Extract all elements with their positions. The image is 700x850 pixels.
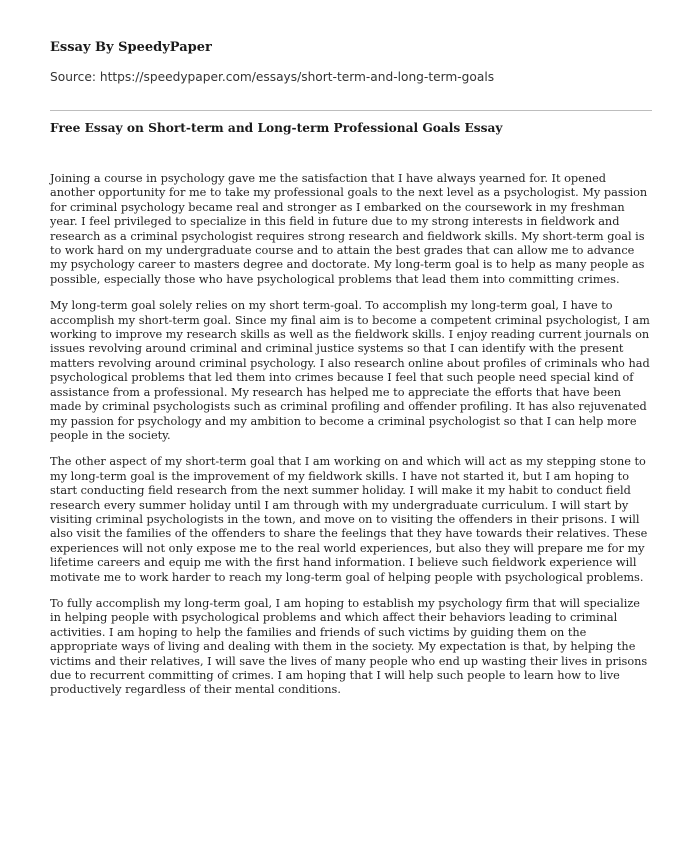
header-divider <box>50 110 652 111</box>
essay-paragraph: The other aspect of my short-term goal that I am working on and which will act as my stepping stone to my long-term goal is the improvement of my fieldwork skills. I have not started it, but I am hoping to start conducting field research from the next summer holiday. I will make it my habit to conduct field research every summer holiday until I am through with my undergraduate curriculum. I will start by visiting criminal psychologists in the town, and move on to visiting the offenders in their prisons. I will also visit the families of the offenders to share the feelings that they have towards their relatives. These experiences will not only expose me to the real world experiences, but also they will prepare me for my lifetime careers and equip me with the first hand information. I believe such fieldwork experience will motivate me to work harder to reach my long-term goal of helping people with psychological problems. <box>50 455 648 584</box>
essay-body <box>50 172 650 710</box>
source-line: Source: https://speedypaper.com/essays/short-term-and-long-term-goals <box>50 70 495 84</box>
essay-title: Free Essay on Short-term and Long-term Professional Goals Essay <box>50 121 503 135</box>
essay-paragraph: Joining a course in psychology gave me the satisfaction that I have always yearned for. It opened another opportunity for me to take my professional goals to the next level as a psychologist. My passion for criminal psychology became real and stronger as I embarked on the coursework in my freshman year. I feel privileged to specialize in this field in future due to my strong interests in fieldwork and research as a criminal psychologist requires strong research and fieldwork skills. My short-term goal is to work hard on my undergraduate course and to attain the best grades that can allow me to advance my psychology career to masters degree and doctorate. My long-term goal is to help as many people as possible, especially those who have psychological problems that lead them into committing crimes. <box>50 172 648 286</box>
essay-paragraph: To fully accomplish my long-term goal, I am hoping to establish my psychology firm that will specialize in helping people with psychological problems and which affect their behaviors leading to criminal activities. I am hoping to help the families and friends of such victims by guiding them on the appropriate ways of living and dealing with them in the society. My expectation is that, by helping the victims and their relatives, I will save the lives of many people who end up wasting their lives in prisons due to recurrent committing of crimes. I am hoping that I will help such people to learn how to live productively regardless of their mental conditions. <box>50 596 648 697</box>
essay-paragraph: My long-term goal solely relies on my short term-goal. To accomplish my long-term goal, I have to accomplish my short-term goal. Since my final aim is to become a competent criminal psychologist, I am working to improve my research skills as well as the fieldwork skills. I enjoy reading current journals on issues revolving around criminal and criminal justice systems so that I can identify with the present matters revolving around criminal psychology. I also research online about profiles of criminals who had psychological problems that led them into crimes because I feel that such people need special kind of assistance from a professional. My research has helped me to appreciate the efforts that have been made by criminal psychologists such as criminal profiling and offender profiling. It has also rejuvenated my passion for psychology and my ambition to become a criminal psychologist so that I can help more people in the society. <box>50 299 650 442</box>
document-header <box>50 40 650 85</box>
site-title: Essay By SpeedyPaper <box>50 40 212 55</box>
